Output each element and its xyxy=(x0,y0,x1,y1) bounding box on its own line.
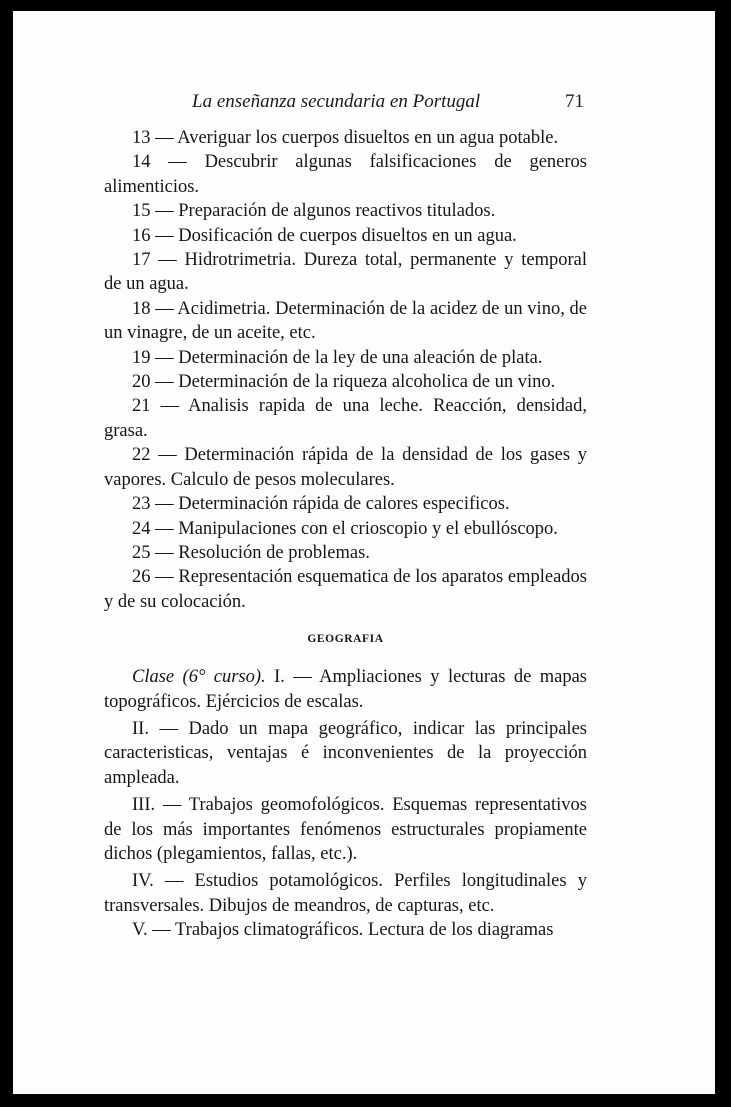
running-title: La enseñanza secundaria en Portugal xyxy=(192,91,481,112)
item-21: 21 — Analisis rapida de una leche. Reacción, densidad, grasa. xyxy=(104,396,587,441)
item-26: 26 — Representación esquematica de los aparatos empleados y de su colocación. xyxy=(104,567,587,612)
item-25: 25 — Resolución de problemas. xyxy=(132,542,370,563)
clase-label: Clase (6° curso). xyxy=(132,667,266,688)
section-heading-geografia: GEOGRAFIA xyxy=(307,633,384,646)
body-text xyxy=(104,126,587,943)
book-page xyxy=(13,11,715,1094)
item-18: 18 — Acidimetria. Determinación de la acidez de un vino, de un vinagre, de un aceite, etc. xyxy=(104,298,587,344)
page-number: 71 xyxy=(565,91,584,112)
page-header xyxy=(192,91,584,119)
item-19: 19 — Determinación de la ley de una aleación de plata. xyxy=(132,347,543,368)
item-22: 22 — Determinación rápida de la densidad de los gases y vapores. Calculo de pesos moleculares. xyxy=(104,445,587,490)
geografia-entry-4: IV. — Estudios potamológicos. Perfiles longitudinales y transversales. Dibujos de meandros, de capturas, etc. xyxy=(104,871,587,916)
item-24: 24 — Manipulaciones con el crioscopio y el ebullóscopo. xyxy=(132,518,558,539)
geografia-entry-1-text: I. — Ampliaciones y lecturas de mapas topográficos. Ejércicios de escalas. xyxy=(104,667,587,712)
geografia-entry-1 xyxy=(104,665,587,714)
item-17: 17 — Hidrotrimetria. Dureza total, permanente y temporal de un agua. xyxy=(104,250,587,295)
item-16: 16 — Dosificación de cuerpos disueltos en un agua. xyxy=(132,225,517,246)
geografia-entry-3: III. — Trabajos geomofológicos. Esquemas representativos de los más importantes fenómenos estructurales propiamente dichos (plegamientos, fallas, etc.). xyxy=(104,795,587,864)
item-20: 20 — Determinación de la riqueza alcoholica de un vino. xyxy=(132,372,556,393)
geografia-entry-2: II. — Dado un mapa geográfico, indicar las principales caracteristicas, ventajas é inconvenientes de la proyección ampleada. xyxy=(104,718,587,788)
item-14: 14 — Descubrir algunas falsificaciones de generos alimenticios. xyxy=(104,152,587,197)
item-23: 23 — Determinación rápida de calores especificos. xyxy=(132,494,510,515)
geografia-entry-5: V. — Trabajos climatográficos. Lectura de los diagramas xyxy=(132,920,554,941)
item-13: 13 — Averiguar los cuerpos disueltos en un agua potable. xyxy=(132,128,559,148)
item-15: 15 — Preparación de algunos reactivos titulados. xyxy=(132,201,496,222)
